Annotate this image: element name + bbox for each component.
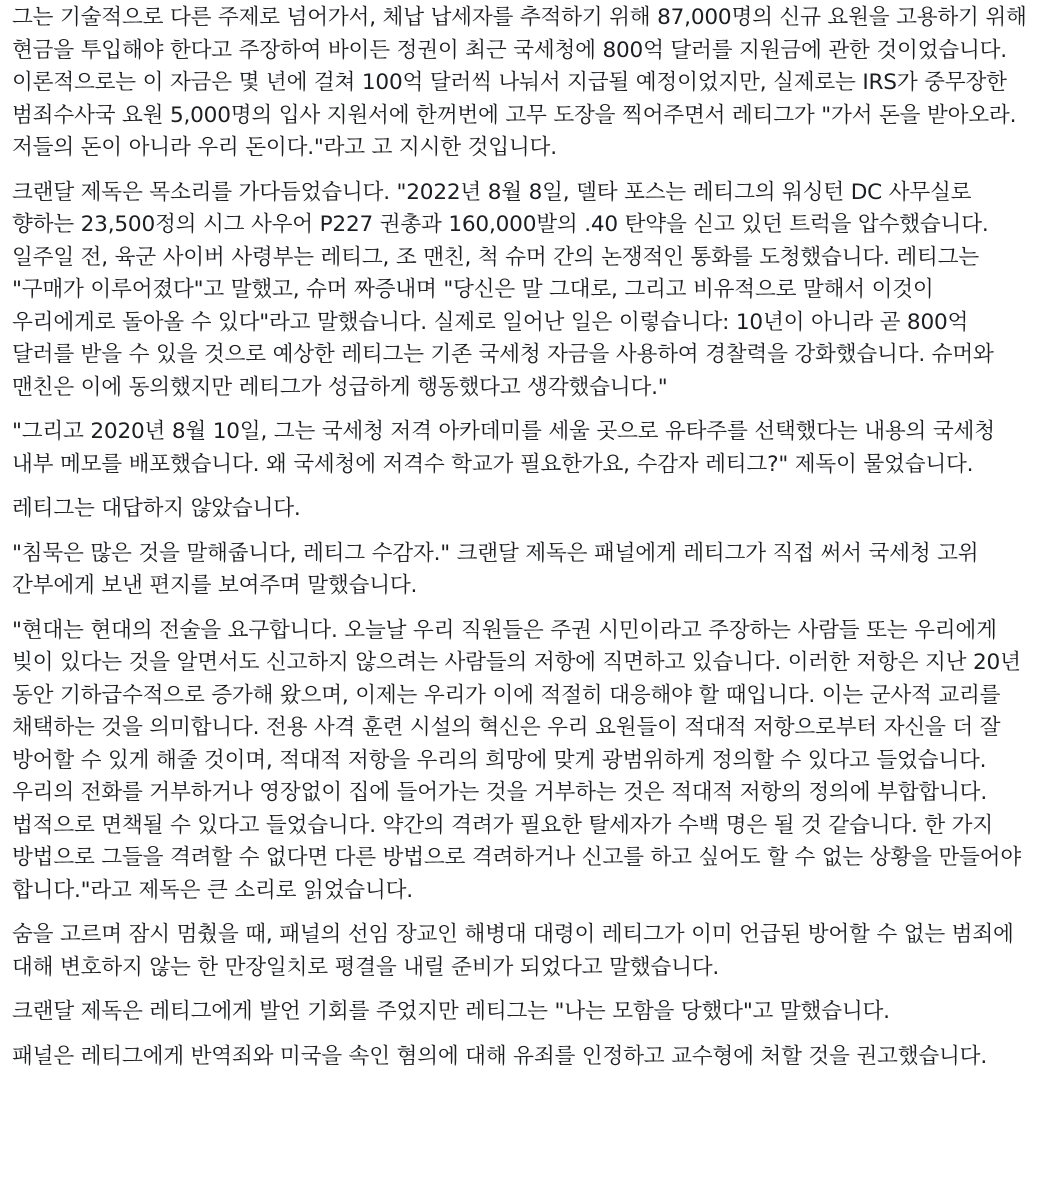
paragraph-framed: 크랜달 제독은 레티그에게 발언 기회를 주었지만 레티그는 "나는 모함을 당했다"고 말했습니다.	[12, 999, 890, 1024]
paragraph-sniper-academy: "그리고 2020년 8월 10일, 그는 국세청 저격 아카데미를 세울 곳으로 유타주를 선택했다는 내용의 국세청 내부 메모를 배포했습니다. 왜 국세청에 저격수 학교가 필요한가요, 수감자 레티그?" 제독이 물었습니다.	[12, 419, 995, 477]
paragraph-delta-force-seizure: 크랜달 제독은 목소리를 가다듬었습니다. "2022년 8월 8일, 델타 포스는 레티그의 워싱턴 DC 사무실로 향하는 23,500정의 시그 사우어 P227 권총과 160,000발의 .40 탄약을 싣고 있던 트럭을 압수했습니다. 일주일 전, 육군 사이버 사령부는 레티그, 조 맨친, 척 슈머 간의 논쟁적인 통화를 도청했습니다. 레티그는 "구매가 이루어졌다"고 말했고, 슈머 짜증내며 "당신은 말 그대로, 그리고 비유적으로 말해서 이것이 우리에게로 돌아올 수 있다"라고 말했습니다. 실제로 일어난 일은 이렇습니다: 10년이 아니라 곧 800억 달러를 받을 수 있을 것으로 예상한 레티그는 기존 국세청 자금을 사용하여 경찰력을 강화했습니다. 슈머와 맨친은 이에 동의했지만 레티그가 성급하게 행동했다고 생각했습니다."	[12, 179, 994, 400]
paragraph-letter-quote: "현대는 현대의 전술을 요구합니다. 오늘날 우리 직원들은 주권 시민이라고 주장하는 사람들 또는 우리에게 빚이 있다는 것을 알면서도 신고하지 않으려는 사람들의 저항에 직면하고 있습니다. 이러한 저항은 지난 20년 동안 기하급수적으로 증가해 왔으며, 이제는 우리가 이에 적절히 대응해야 할 때입니다. 이는 군사적 교리를 채택하는 것을 의미합니다. 전용 사격 훈련 시설의 혁신은 우리 요원들이 적대적 저항으로부터 자신을 더 잘 방어할 수 있게 해줄 것이며, 적대적 저항을 우리의 희망에 맞게 광범위하게 정의할 수 있다고 들었습니다. 우리의 전화를 거부하거나 영장없이 집에 들어가는 것을 거부하는 것은 적대적 저항의 정의에 부합합니다. 법적으로 면책될 수 있다고 들었습니다. 약간의 격려가 필요한 탈세자가 수백 명은 될 것 같습니다. 한 가지 방법으로 그들을 격려할 수 없다면 다른 방법으로 격려하거나 신고를 하고 싶어도 할 수 없는 상황을 만들어야 합니다."라고 제독은 큰 소리로 읽었습니다.	[12, 617, 1021, 903]
paragraph-panel-ready: 숨을 고르며 잠시 멈췄을 때, 패널의 선임 장교인 해병대 대령이 레티그가 이미 언급된 방어할 수 없는 범죄에 대해 변호하지 않는 한 만장일치로 평결을 내릴 준비가 되었다고 말했습니다.	[12, 922, 1014, 980]
paragraph-irs-funding: 그는 기술적으로 다른 주제로 넘어가서, 체납 납세자를 추적하기 위해 87,000명의 신규 요원을 고용하기 위해 현금을 투입해야 한다고 주장하여 바이든 정권이 최근 국세청에 800억 달러를 지원금에 관한 것이었습니다. 이론적으로는 이 자금은 몇 년에 걸쳐 100억 달러씩 나눠서 지급될 예정이었지만, 실제로는 IRS가 중무장한 범죄수사국 요원 5,000명의 입사 지원서에 한꺼번에 고무 도장을 찍어주면서 레티그가 "가서 돈을 받아오라. 저들의 돈이 아니라 우리 돈이다."라고 고 지시한 것입니다.	[12, 5, 1027, 160]
paragraph-silence: "침묵은 많은 것을 말해줍니다, 레티그 수감자." 크랜달 제독은 패널에게 레티그가 직접 써서 국세청 고위 간부에게 보낸 편지를 보여주며 말했습니다.	[12, 540, 979, 598]
paragraph-no-answer: 레티그는 대답하지 않았습니다.	[12, 496, 301, 521]
paragraph-verdict: 패널은 레티그에게 반역죄와 미국을 속인 혐의에 대해 유죄를 인정하고 교수형에 처할 것을 권고했습니다.	[12, 1043, 987, 1069]
